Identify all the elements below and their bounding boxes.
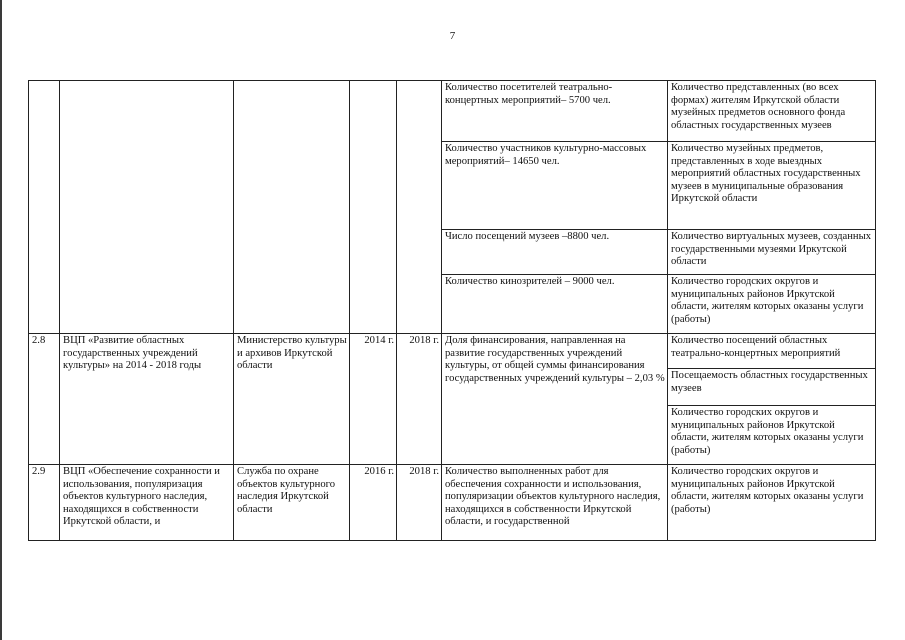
start-year-cell: 2014 г. xyxy=(350,334,397,465)
result-cell: Количество городских округов и муниципальных районов Иркутской области, жителям которых оказаны услуги (работы) xyxy=(668,406,876,465)
indicator-cell: Количество посетителей театрально-концертных мероприятий– 5700 чел. xyxy=(442,81,668,142)
result-cell: Посещаемость областных государственных музеев xyxy=(668,369,876,406)
program-cell: ВЦП «Обеспечение сохранности и использования, популяризация объектов культурного наследия, находящихся в собственности Иркутской области, и xyxy=(60,465,234,541)
program-cell: ВЦП «Развитие областных государственных учреждений культуры» на 2014 - 2018 годы xyxy=(60,334,234,465)
indicator-cell: Число посещений музеев –8800 чел. xyxy=(442,230,668,275)
indicator-cell: Доля финансирования, направленная на развитие государственных учреждений культуры, от общей суммы финансирования государственных учреждений культуры – 2,03 % xyxy=(442,334,668,465)
page-number: 7 xyxy=(449,30,456,42)
result-cell: Количество музейных предметов, представленных в ходе выездных мероприятий областных государственных музеев в муниципальные образования Иркутской области xyxy=(668,142,876,230)
result-cell: Количество городских округов и муниципальных районов Иркутской области, жителям которых оказаны услуги (работы) xyxy=(668,275,876,334)
result-cell: Количество посещений областных театрально-концертных мероприятий xyxy=(668,334,876,369)
end-year-cell: 2018 г. xyxy=(397,334,442,465)
scan-left-edge xyxy=(0,0,2,640)
result-cell: Количество виртуальных музеев, созданных государственными музеями Иркутской области xyxy=(668,230,876,275)
executor-cell: Служба по охране объектов культурного наследия Иркутской области xyxy=(234,465,350,541)
program-table xyxy=(28,80,876,541)
end-year-cell: 2018 г. xyxy=(397,465,442,541)
program-cell xyxy=(60,81,234,334)
result-cell: Количество представленных (во всех формах) жителям Иркутской области музейных предметов основного фонда областных государственных музеев xyxy=(668,81,876,142)
indicator-cell: Количество выполненных работ для обеспечения сохранности и использования, популяризации объектов культурного наследия, находящихся в собственности Иркутской области, и государственной xyxy=(442,465,668,541)
indicator-cell: Количество участников культурно-массовых мероприятий– 14650 чел. xyxy=(442,142,668,230)
start-year-cell: 2016 г. xyxy=(350,465,397,541)
indicator-cell: Количество кинозрителей – 9000 чел. xyxy=(442,275,668,334)
number-cell: 2.8 xyxy=(29,334,60,465)
table-row xyxy=(29,465,876,541)
number-cell: 2.9 xyxy=(29,465,60,541)
end-year-cell xyxy=(397,81,442,334)
start-year-cell xyxy=(350,81,397,334)
executor-cell: Министерство культуры и архивов Иркутской области xyxy=(234,334,350,465)
result-cell: Количество городских округов и муниципальных районов Иркутской области, жителям которых оказаны услуги (работы) xyxy=(668,465,876,541)
table-row xyxy=(29,81,876,142)
number-cell xyxy=(29,81,60,334)
executor-cell xyxy=(234,81,350,334)
table-row xyxy=(29,334,876,369)
